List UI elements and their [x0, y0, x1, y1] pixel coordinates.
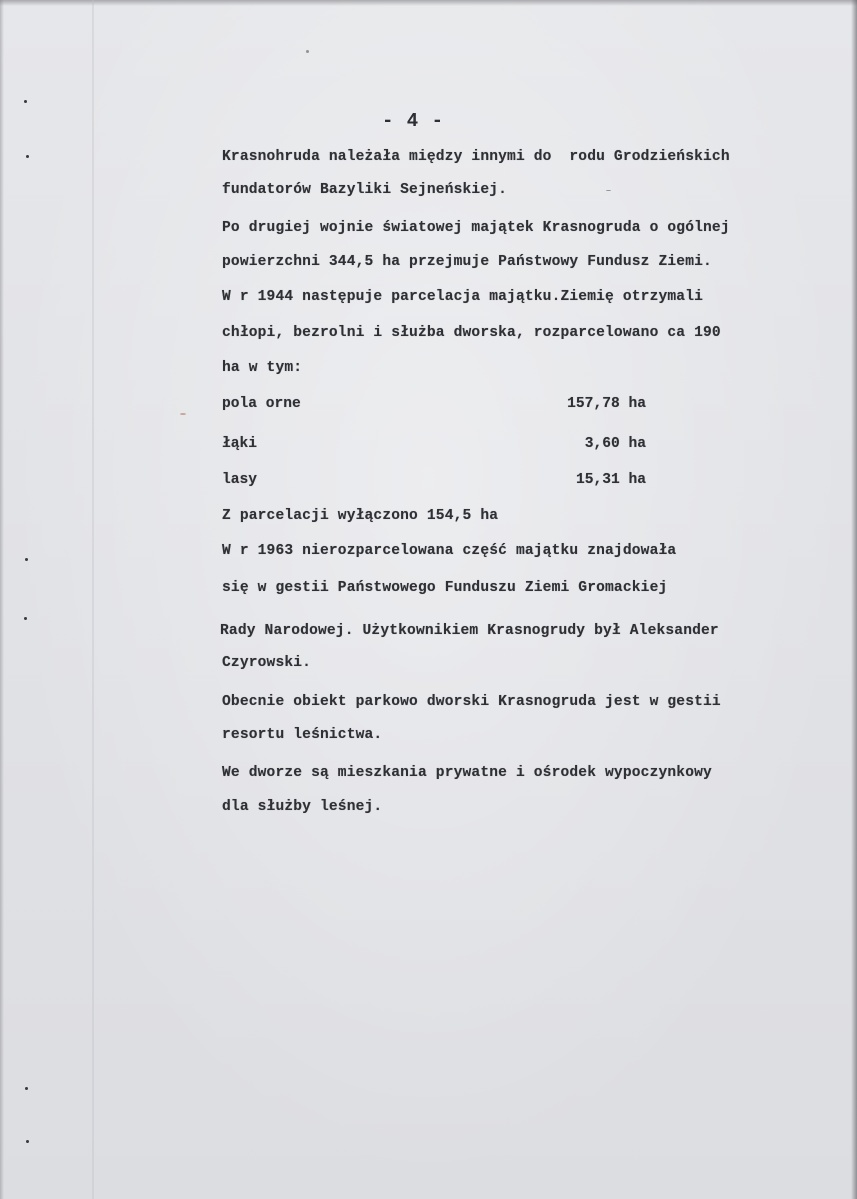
- paper-edge-top: [0, 0, 857, 6]
- text-line: Z parcelacji wyłączono 154,5 ha: [222, 508, 499, 524]
- paper-speck: [306, 50, 309, 53]
- paper-speck: [606, 190, 611, 191]
- text-line: W r 1963 nierozparcelowana część majątku znajdowała: [222, 543, 677, 559]
- punch-mark: [24, 100, 27, 103]
- table-row-label: lasy: [222, 472, 258, 488]
- page-number: - 4 -: [382, 110, 445, 132]
- paper-edge-right: [851, 0, 857, 1199]
- text-line: dla służby leśnej.: [222, 799, 383, 815]
- table-row-label: łąki: [222, 436, 258, 452]
- text-line: We dworze są mieszkania prywatne i ośrodek wypoczynkowy: [222, 765, 712, 781]
- punch-mark: [26, 1140, 29, 1143]
- paper-edge-left: [0, 0, 4, 1199]
- table-row-label: pola orne: [222, 396, 301, 412]
- table-row-value: 15,31 ha: [575, 472, 646, 488]
- text-line: Krasnohruda należała między innymi do rodu Grodzieńskich: [222, 149, 730, 165]
- punch-mark: [25, 558, 28, 561]
- text-line: się w gestii Państwowego Funduszu Ziemi Gromackiej: [222, 580, 668, 596]
- punch-mark: [25, 1087, 28, 1090]
- paper-fold: [92, 0, 94, 1199]
- paper-speck: [180, 413, 186, 415]
- text-line: powierzchni 344,5 ha przejmuje Państwowy Fundusz Ziemi.: [222, 254, 712, 270]
- punch-mark: [26, 155, 29, 158]
- punch-mark: [24, 617, 27, 620]
- text-line: W r 1944 następuje parcelacja majątku.Ziemię otrzymali: [222, 289, 704, 305]
- text-line: resortu leśnictwa.: [222, 727, 383, 743]
- text-line: Po drugiej wojnie światowej majątek Krasnogruda o ogólnej: [222, 220, 730, 236]
- text-line: Czyrowski.: [222, 655, 312, 671]
- text-line: chłopi, bezrolni i służba dworska, rozparcelowano ca 190: [222, 325, 721, 341]
- table-row-value: 3,60 ha: [584, 436, 646, 452]
- text-line: fundatorów Bazyliki Sejneńskiej.: [222, 182, 508, 198]
- table-row-value: 157,78 ha: [567, 396, 646, 412]
- text-line: Rady Narodowej. Użytkownikiem Krasnogrudy był Aleksander: [220, 623, 719, 639]
- text-line: Obecnie obiekt parkowo dworski Krasnogruda jest w gestii: [222, 694, 721, 710]
- text-line: ha w tym:: [222, 360, 303, 376]
